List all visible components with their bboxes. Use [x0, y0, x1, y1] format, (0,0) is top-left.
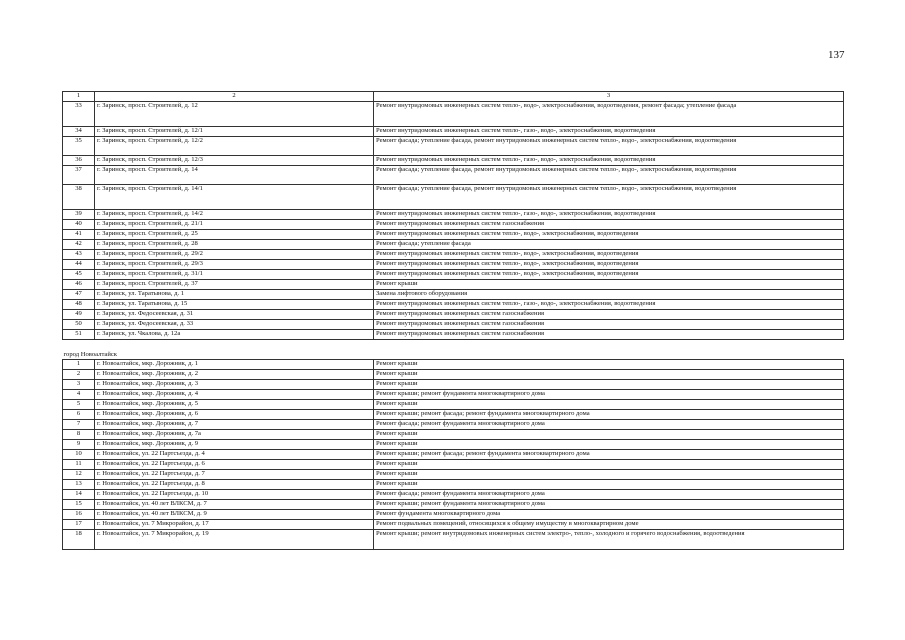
table-row [63, 240, 844, 250]
row-number: 46 [63, 280, 95, 290]
row-work: Ремонт внутридомовых инженерных систем газоснабжения [374, 320, 844, 330]
row-work: Ремонт фасада; утепление фасада, ремонт внутридомовых инженерных систем тепло-, водо-, электроснабжения, водоотведения [374, 185, 844, 210]
row-number: 47 [63, 290, 95, 300]
row-work: Ремонт внутридомовых инженерных систем тепло-, газо-, водо-, электроснабжения, водоотведения [374, 156, 844, 166]
table-row [63, 127, 844, 137]
page-number: 137 [828, 49, 845, 61]
row-work: Ремонт крыши [374, 470, 844, 480]
row-number: 6 [63, 410, 95, 420]
table-row [63, 210, 844, 220]
row-number: 18 [63, 530, 95, 550]
header-col-address: 2 [95, 92, 374, 102]
row-address: г. Новоалтайск, мкр. Дорожник, д. 4 [95, 390, 374, 400]
table-row [63, 330, 844, 340]
row-address: г. Новоалтайск, мкр. Дорожник, д. 5 [95, 400, 374, 410]
row-work: Ремонт внутридомовых инженерных систем газоснабжения [374, 220, 844, 230]
table-row [63, 460, 844, 470]
row-number: 13 [63, 480, 95, 490]
row-work: Ремонт крыши [374, 370, 844, 380]
row-number: 39 [63, 210, 95, 220]
row-work: Ремонт внутридомовых инженерных систем тепло-, водо-, электроснабжения, водоотведения [374, 250, 844, 260]
row-number: 42 [63, 240, 95, 250]
table-header-row [63, 92, 844, 102]
table-row [63, 480, 844, 490]
row-number: 33 [63, 102, 95, 127]
row-number: 35 [63, 137, 95, 156]
header-col-work: 3 [374, 92, 844, 102]
works-table-body [63, 92, 844, 550]
table-row [63, 370, 844, 380]
table-row [63, 500, 844, 510]
table-row [63, 530, 844, 550]
row-number: 36 [63, 156, 95, 166]
row-address: г. Заринск, просп. Строителей, д. 14/2 [95, 210, 374, 220]
row-address: г. Заринск, просп. Строителей, д. 12/1 [95, 127, 374, 137]
row-address: г. Новоалтайск, ул. 7 Микрорайон, д. 19 [95, 530, 374, 550]
row-address: г. Новоалтайск, мкр. Дорожник, д. 3 [95, 380, 374, 390]
row-number: 49 [63, 310, 95, 320]
row-work: Ремонт внутридомовых инженерных систем тепло-, водо-, электроснабжения, водоотведения [374, 230, 844, 240]
table-row [63, 510, 844, 520]
row-number: 16 [63, 510, 95, 520]
row-work: Ремонт фасада; ремонт фундамента многоквартирного дома [374, 420, 844, 430]
row-address: г. Новоалтайск, мкр. Дорожник, д. 9 [95, 440, 374, 450]
row-number: 9 [63, 440, 95, 450]
row-work: Ремонт фасада; утепление фасада, ремонт внутридомовых инженерных систем тепло-, водо-, электроснабжения, водоотведения [374, 166, 844, 185]
row-number: 48 [63, 300, 95, 310]
table-row [63, 137, 844, 156]
row-address: г. Заринск, просп. Строителей, д. 28 [95, 240, 374, 250]
row-number: 11 [63, 460, 95, 470]
table-row [63, 156, 844, 166]
row-address: г. Новоалтайск, ул. 7 Микрорайон, д. 17 [95, 520, 374, 530]
row-number: 37 [63, 166, 95, 185]
table-row [63, 166, 844, 185]
row-address: г. Новоалтайск, ул. 40 лет ВЛКСМ, д. 7 [95, 500, 374, 510]
row-address: г. Новоалтайск, мкр. Дорожник, д. 6 [95, 410, 374, 420]
row-address: г. Новоалтайск, ул. 22 Партсъезда, д. 7 [95, 470, 374, 480]
works-table [62, 91, 844, 550]
row-work: Ремонт фундамента многоквартирного дома [374, 510, 844, 520]
row-work: Ремонт фасада; ремонт фундамента многоквартирного дома [374, 490, 844, 500]
row-work: Ремонт крыши [374, 460, 844, 470]
spacer-row [63, 340, 844, 350]
row-address: г. Заринск, ул. Федосеевская, д. 31 [95, 310, 374, 320]
table-row [63, 230, 844, 240]
row-number: 34 [63, 127, 95, 137]
row-work: Ремонт фасада; утепление фасада [374, 240, 844, 250]
row-address: г. Заринск, просп. Строителей, д. 12/2 [95, 137, 374, 156]
row-work: Ремонт крыши [374, 480, 844, 490]
row-work: Ремонт крыши; ремонт фундамента многоквартирного дома [374, 500, 844, 510]
spacer-cell [63, 340, 844, 350]
row-work: Ремонт внутридомовых инженерных систем газоснабжения [374, 330, 844, 340]
row-work: Ремонт крыши; ремонт фасада; ремонт фундамента многоквартирного дома [374, 450, 844, 460]
row-number: 7 [63, 420, 95, 430]
row-address: г. Новоалтайск, мкр. Дорожник, д. 7 [95, 420, 374, 430]
table-row [63, 380, 844, 390]
row-number: 10 [63, 450, 95, 460]
row-number: 2 [63, 370, 95, 380]
table-row [63, 270, 844, 280]
row-number: 41 [63, 230, 95, 240]
row-address: г. Заринск, ул. Федосеевская, д. 33 [95, 320, 374, 330]
row-address: г. Заринск, просп. Строителей, д. 12/3 [95, 156, 374, 166]
row-address: г. Заринск, просп. Строителей, д. 14 [95, 166, 374, 185]
row-address: г. Заринск, ул. Таратынова, д. 1 [95, 290, 374, 300]
row-address: г. Заринск, просп. Строителей, д. 29/3 [95, 260, 374, 270]
row-address: г. Заринск, просп. Строителей, д. 31/1 [95, 270, 374, 280]
table-row [63, 430, 844, 440]
row-work: Ремонт фасада; утепление фасада, ремонт внутридомовых инженерных систем тепло-, водо-, электроснабжения, водоотведения [374, 137, 844, 156]
row-work: Ремонт крыши [374, 380, 844, 390]
row-number: 51 [63, 330, 95, 340]
row-number: 40 [63, 220, 95, 230]
row-work: Ремонт внутридомовых инженерных систем тепло-, водо-, электроснабжения, водоотведения, ремонт фасада; утепление фасада [374, 102, 844, 127]
table-row [63, 360, 844, 370]
row-address: г. Новоалтайск, ул. 22 Партсъезда, д. 10 [95, 490, 374, 500]
row-number: 50 [63, 320, 95, 330]
row-work: Замена лифтового оборудования [374, 290, 844, 300]
row-address: г. Заринск, просп. Строителей, д. 29/2 [95, 250, 374, 260]
row-number: 8 [63, 430, 95, 440]
table-row [63, 300, 844, 310]
table-row [63, 390, 844, 400]
table-row [63, 102, 844, 127]
row-number: 44 [63, 260, 95, 270]
row-work: Ремонт крыши [374, 440, 844, 450]
row-number: 1 [63, 360, 95, 370]
row-address: г. Заринск, просп. Строителей, д. 37 [95, 280, 374, 290]
row-address: г. Заринск, просп. Строителей, д. 14/1 [95, 185, 374, 210]
table-row [63, 520, 844, 530]
table-row [63, 280, 844, 290]
table-row [63, 410, 844, 420]
table-row [63, 470, 844, 480]
table-row [63, 420, 844, 430]
section-heading-row [63, 349, 844, 360]
header-col-number: 1 [63, 92, 95, 102]
table-row [63, 490, 844, 500]
row-address: г. Новоалтайск, мкр. Дорожник, д. 1 [95, 360, 374, 370]
row-work: Ремонт внутридомовых инженерных систем газоснабжения [374, 310, 844, 320]
row-address: г. Заринск, ул. Чкалова, д. 12а [95, 330, 374, 340]
table-row [63, 400, 844, 410]
row-address: г. Заринск, ул. Таратынова, д. 15 [95, 300, 374, 310]
row-work: Ремонт крыши [374, 360, 844, 370]
table-row [63, 320, 844, 330]
row-number: 17 [63, 520, 95, 530]
table-row [63, 260, 844, 270]
table-row [63, 220, 844, 230]
row-number: 4 [63, 390, 95, 400]
row-number: 38 [63, 185, 95, 210]
row-address: г. Новоалтайск, мкр. Дорожник, д. 2 [95, 370, 374, 380]
section-title: город Новоалтайск [63, 350, 117, 358]
row-work: Ремонт внутридомовых инженерных систем тепло-, газо-, водо-, электроснабжения, водоотведения [374, 300, 844, 310]
row-number: 45 [63, 270, 95, 280]
row-number: 14 [63, 490, 95, 500]
table-row [63, 440, 844, 450]
row-address: г. Заринск, просп. Строителей, д. 25 [95, 230, 374, 240]
row-number: 5 [63, 400, 95, 410]
row-work: Ремонт подвальных помещений, относящихся к общему имуществу в многоквартирном доме [374, 520, 844, 530]
table-row [63, 450, 844, 460]
table-row [63, 185, 844, 210]
row-address: г. Новоалтайск, ул. 22 Партсъезда, д. 4 [95, 450, 374, 460]
row-work: Ремонт крыши [374, 400, 844, 410]
row-number: 12 [63, 470, 95, 480]
row-work: Ремонт внутридомовых инженерных систем тепло-, водо-, электроснабжения, водоотведения [374, 270, 844, 280]
row-address: г. Новоалтайск, ул. 22 Партсъезда, д. 8 [95, 480, 374, 490]
row-work: Ремонт внутридомовых инженерных систем тепло-, газо-, водо-, электроснабжения, водоотведения [374, 127, 844, 137]
row-work: Ремонт крыши [374, 430, 844, 440]
row-address: г. Новоалтайск, ул. 40 лет ВЛКСМ, д. 9 [95, 510, 374, 520]
row-work: Ремонт внутридомовых инженерных систем тепло-, водо-, электроснабжения, водоотведения [374, 260, 844, 270]
table-row [63, 250, 844, 260]
row-address: г. Заринск, просп. Строителей, д. 12 [95, 102, 374, 127]
table-row [63, 290, 844, 300]
row-number: 3 [63, 380, 95, 390]
row-address: г. Заринск, просп. Строителей, д. 21/1 [95, 220, 374, 230]
row-address: г. Новоалтайск, ул. 22 Партсъезда, д. 6 [95, 460, 374, 470]
row-work: Ремонт крыши; ремонт фундамента многоквартирного дома [374, 390, 844, 400]
row-number: 15 [63, 500, 95, 510]
row-number: 43 [63, 250, 95, 260]
row-work: Ремонт крыши [374, 280, 844, 290]
table-row [63, 310, 844, 320]
row-work: Ремонт внутридомовых инженерных систем тепло-, газо-, водо-, электроснабжения, водоотведения [374, 210, 844, 220]
row-work: Ремонт крыши; ремонт фасада; ремонт фундамента многоквартирного дома [374, 410, 844, 420]
row-work: Ремонт крыши; ремонт внутридомовых инженерных систем электро-, тепло-, холодного и горячего водоснабжения, водоотведения [374, 530, 844, 550]
row-address: г. Новоалтайск, мкр. Дорожник, д. 7а [95, 430, 374, 440]
